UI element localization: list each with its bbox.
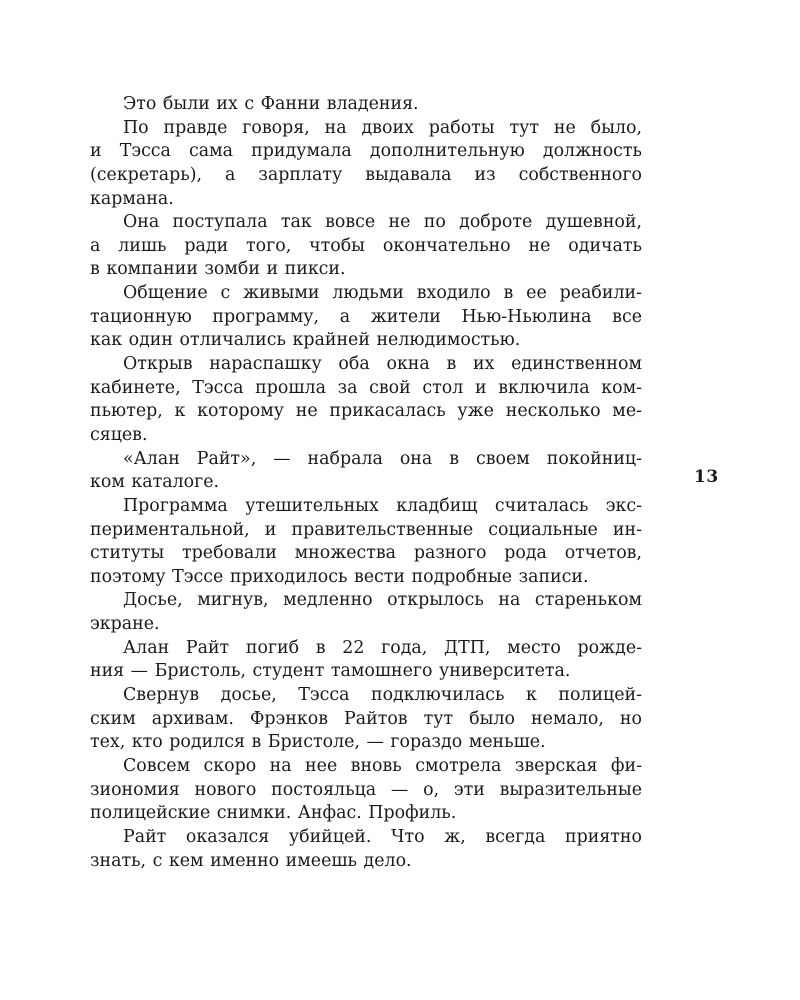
text-line: сяцев. <box>90 424 148 445</box>
text-line: Райт оказался убийцей. Что ж, всегда приятно <box>123 826 642 847</box>
text-line: Совсем скоро на нее вновь смотрела зверская фи- <box>123 755 642 776</box>
text-line: в компании зомби и пикси. <box>90 259 346 280</box>
text-line: Программа утешительных кладбищ считалась экс- <box>123 495 642 516</box>
text-line: Общение с живыми людьми входило в ее реабили- <box>123 283 642 304</box>
text-line: ституты требовали множества разного рода отчетов, <box>90 543 642 564</box>
text-line: Это были их с Фанни владения. <box>123 94 419 114</box>
text-line: Она поступала так вовсе не по доброте душевной, <box>123 212 642 233</box>
text-line: тех, кто родился в Бристоле, — гораздо меньше. <box>90 732 546 753</box>
body-text <box>90 93 642 873</box>
text-line: (секретарь), а зарплату выдавала из собственного <box>90 164 642 185</box>
text-line: ния — Бристоль, студент тамошнего университета. <box>90 661 571 682</box>
text-line: ским архивам. Фрэнков Райтов тут было немало, но <box>90 708 642 729</box>
text-line: поэтому Тэссе приходилось вести подробные записи. <box>90 566 589 587</box>
text-line: ком каталоге. <box>90 472 220 493</box>
text-line: как один отличались крайней нелюдимостью. <box>90 330 521 351</box>
page-number: 13 <box>694 467 719 487</box>
text-line: Досье, мигнув, медленно открылось на стареньком <box>123 590 642 611</box>
text-line: периментальной, и правительственные социальные ин- <box>90 519 642 540</box>
text-line: Открыв нараспашку оба окна в их единственном <box>123 354 642 375</box>
text-line: зиономия нового постояльца — о, эти выразительные <box>90 779 642 800</box>
text-line: полицейские снимки. Анфас. Профиль. <box>90 803 457 824</box>
text-line: Алан Райт погиб в 22 года, ДТП, место рожде- <box>123 637 642 658</box>
text-line: «Алан Райт», — набрала она в своем покойниц- <box>123 448 642 469</box>
text-line: и Тэсса сама придумала дополнительную должность <box>90 141 642 162</box>
text-line: кабинете, Тэсса прошла за свой стол и включила ком- <box>90 377 642 398</box>
text-line: а лишь ради того, чтобы окончательно не одичать <box>90 235 642 256</box>
text-line: пьютер, к которому не прикасалась уже несколько ме- <box>90 401 642 422</box>
text-line: По правде говоря, на двоих работы тут не было, <box>123 117 642 138</box>
text-line: Свернув досье, Тэсса подключилась к полицей- <box>123 685 642 706</box>
text-line: тационную программу, а жители Нью-Ньюлина все <box>90 306 642 327</box>
text-line: знать, с кем именно имеешь дело. <box>90 850 412 871</box>
text-line: экране. <box>90 614 160 635</box>
text-line: кармана. <box>90 188 174 209</box>
